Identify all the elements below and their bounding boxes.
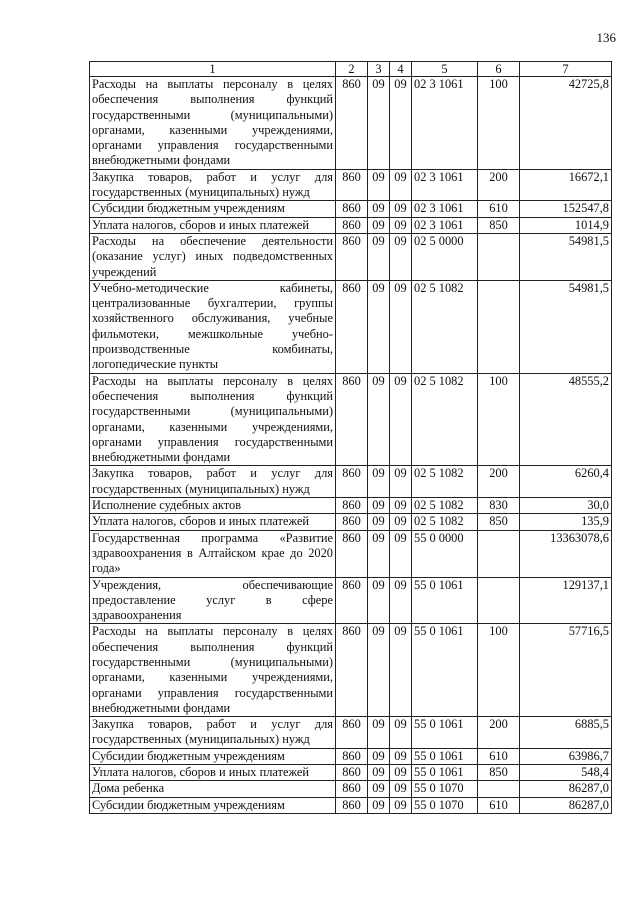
row-grbs-code: 860 bbox=[336, 514, 368, 530]
row-name: Дома ребенка bbox=[90, 781, 336, 797]
table-row bbox=[90, 781, 612, 797]
row-expense-type bbox=[478, 233, 520, 280]
table-row bbox=[90, 77, 612, 170]
row-amount: 54981,5 bbox=[520, 233, 612, 280]
row-name: Закупка товаров, работ и услуг для государственных (муниципальных) нужд bbox=[90, 717, 336, 749]
row-subsection-code: 09 bbox=[390, 530, 412, 577]
row-expense-type: 610 bbox=[478, 201, 520, 217]
table-row bbox=[90, 530, 612, 577]
row-amount: 6260,4 bbox=[520, 466, 612, 498]
row-name: Уплата налогов, сборов и иных платежей bbox=[90, 217, 336, 233]
row-grbs-code: 860 bbox=[336, 498, 368, 514]
column-header: 2 bbox=[336, 62, 368, 77]
row-amount: 129137,1 bbox=[520, 577, 612, 624]
table-row bbox=[90, 765, 612, 781]
row-target-article: 55 0 0000 bbox=[412, 530, 478, 577]
row-amount: 152547,8 bbox=[520, 201, 612, 217]
row-section-code: 09 bbox=[368, 717, 390, 749]
row-amount: 13363078,6 bbox=[520, 530, 612, 577]
table-row bbox=[90, 373, 612, 466]
row-expense-type: 200 bbox=[478, 717, 520, 749]
row-subsection-code: 09 bbox=[390, 748, 412, 764]
row-target-article: 55 0 1061 bbox=[412, 765, 478, 781]
row-expense-type: 830 bbox=[478, 498, 520, 514]
row-grbs-code: 860 bbox=[336, 797, 368, 813]
row-subsection-code: 09 bbox=[390, 717, 412, 749]
row-grbs-code: 860 bbox=[336, 577, 368, 624]
row-section-code: 09 bbox=[368, 169, 390, 201]
row-subsection-code: 09 bbox=[390, 169, 412, 201]
row-expense-type bbox=[478, 280, 520, 373]
row-subsection-code: 09 bbox=[390, 233, 412, 280]
row-grbs-code: 860 bbox=[336, 373, 368, 466]
row-section-code: 09 bbox=[368, 373, 390, 466]
row-section-code: 09 bbox=[368, 466, 390, 498]
row-section-code: 09 bbox=[368, 781, 390, 797]
row-target-article: 02 5 1082 bbox=[412, 466, 478, 498]
row-amount: 30,0 bbox=[520, 498, 612, 514]
row-subsection-code: 09 bbox=[390, 373, 412, 466]
table-row bbox=[90, 514, 612, 530]
row-target-article: 55 0 1061 bbox=[412, 748, 478, 764]
row-grbs-code: 860 bbox=[336, 233, 368, 280]
row-amount: 6885,5 bbox=[520, 717, 612, 749]
column-header: 7 bbox=[520, 62, 612, 77]
row-target-article: 55 0 1061 bbox=[412, 624, 478, 717]
row-name: Расходы на выплаты персоналу в целях обеспечения выполнения функций государственными (муниципальными) органами, казенными учреждениями, органами управления государственными внебюджетными фондами bbox=[90, 77, 336, 170]
row-name: Уплата налогов, сборов и иных платежей bbox=[90, 765, 336, 781]
row-section-code: 09 bbox=[368, 77, 390, 170]
row-subsection-code: 09 bbox=[390, 498, 412, 514]
row-expense-type: 610 bbox=[478, 748, 520, 764]
row-amount: 57716,5 bbox=[520, 624, 612, 717]
row-name: Уплата налогов, сборов и иных платежей bbox=[90, 514, 336, 530]
row-grbs-code: 860 bbox=[336, 748, 368, 764]
row-name: Субсидии бюджетным учреждениям bbox=[90, 748, 336, 764]
row-subsection-code: 09 bbox=[390, 765, 412, 781]
row-name: Расходы на обеспечение деятельности (оказание услуг) иных подведомственных учреждений bbox=[90, 233, 336, 280]
row-expense-type: 850 bbox=[478, 217, 520, 233]
row-target-article: 55 0 1070 bbox=[412, 781, 478, 797]
row-subsection-code: 09 bbox=[390, 514, 412, 530]
row-target-article: 02 5 1082 bbox=[412, 514, 478, 530]
row-grbs-code: 860 bbox=[336, 765, 368, 781]
table-row bbox=[90, 466, 612, 498]
column-header: 4 bbox=[390, 62, 412, 77]
row-name: Субсидии бюджетным учреждениям bbox=[90, 797, 336, 813]
row-target-article: 55 0 1061 bbox=[412, 717, 478, 749]
row-name: Расходы на выплаты персоналу в целях обеспечения выполнения функций государственными (муниципальными) органами, казенными учреждениями, органами управления государственными внебюджетными фондами bbox=[90, 624, 336, 717]
row-subsection-code: 09 bbox=[390, 797, 412, 813]
row-expense-type: 100 bbox=[478, 624, 520, 717]
row-expense-type: 610 bbox=[478, 797, 520, 813]
row-target-article: 02 3 1061 bbox=[412, 169, 478, 201]
table-row bbox=[90, 624, 612, 717]
row-section-code: 09 bbox=[368, 498, 390, 514]
row-expense-type bbox=[478, 781, 520, 797]
row-grbs-code: 860 bbox=[336, 169, 368, 201]
row-grbs-code: 860 bbox=[336, 280, 368, 373]
row-subsection-code: 09 bbox=[390, 577, 412, 624]
column-header: 3 bbox=[368, 62, 390, 77]
row-section-code: 09 bbox=[368, 797, 390, 813]
row-grbs-code: 860 bbox=[336, 781, 368, 797]
row-target-article: 02 3 1061 bbox=[412, 77, 478, 170]
row-subsection-code: 09 bbox=[390, 624, 412, 717]
row-expense-type: 100 bbox=[478, 373, 520, 466]
column-header: 1 bbox=[90, 62, 336, 77]
table-row bbox=[90, 217, 612, 233]
table-row bbox=[90, 498, 612, 514]
row-amount: 48555,2 bbox=[520, 373, 612, 466]
column-header: 5 bbox=[412, 62, 478, 77]
row-name: Закупка товаров, работ и услуг для государственных (муниципальных) нужд bbox=[90, 169, 336, 201]
row-section-code: 09 bbox=[368, 530, 390, 577]
row-subsection-code: 09 bbox=[390, 280, 412, 373]
table-row bbox=[90, 748, 612, 764]
table-row bbox=[90, 717, 612, 749]
page-number: 136 bbox=[596, 30, 616, 45]
row-target-article: 55 0 1070 bbox=[412, 797, 478, 813]
row-target-article: 02 5 1082 bbox=[412, 373, 478, 466]
row-name: Учреждения, обеспечивающие предоставление услуг в сфере здравоохранения bbox=[90, 577, 336, 624]
table-row bbox=[90, 201, 612, 217]
column-header: 6 bbox=[478, 62, 520, 77]
row-name: Субсидии бюджетным учреждениям bbox=[90, 201, 336, 217]
row-grbs-code: 860 bbox=[336, 466, 368, 498]
row-subsection-code: 09 bbox=[390, 77, 412, 170]
row-section-code: 09 bbox=[368, 514, 390, 530]
row-name: Расходы на выплаты персоналу в целях обеспечения выполнения функций государственными (муниципальными) органами, казенными учреждениями, органами управления государственными внебюджетными фондами bbox=[90, 373, 336, 466]
row-grbs-code: 860 bbox=[336, 201, 368, 217]
row-section-code: 09 bbox=[368, 577, 390, 624]
row-expense-type: 850 bbox=[478, 765, 520, 781]
table-row bbox=[90, 797, 612, 813]
row-amount: 54981,5 bbox=[520, 280, 612, 373]
row-section-code: 09 bbox=[368, 217, 390, 233]
row-name: Учебно-методические кабинеты, централизованные бухгалтерии, группы хозяйственного обслуживания, учебные фильмотеки, межшкольные учебно-производственные комбинаты, логопедические пункты bbox=[90, 280, 336, 373]
row-target-article: 02 5 1082 bbox=[412, 498, 478, 514]
row-expense-type bbox=[478, 577, 520, 624]
row-section-code: 09 bbox=[368, 233, 390, 280]
table-row bbox=[90, 233, 612, 280]
row-subsection-code: 09 bbox=[390, 781, 412, 797]
row-grbs-code: 860 bbox=[336, 717, 368, 749]
row-name: Государственная программа «Развитие здравоохранения в Алтайском крае до 2020 года» bbox=[90, 530, 336, 577]
budget-table bbox=[89, 61, 612, 814]
row-expense-type: 200 bbox=[478, 169, 520, 201]
row-target-article: 02 5 1082 bbox=[412, 280, 478, 373]
row-amount: 42725,8 bbox=[520, 77, 612, 170]
row-grbs-code: 860 bbox=[336, 217, 368, 233]
row-amount: 86287,0 bbox=[520, 797, 612, 813]
row-grbs-code: 860 bbox=[336, 624, 368, 717]
table-row bbox=[90, 577, 612, 624]
row-expense-type: 850 bbox=[478, 514, 520, 530]
row-amount: 1014,9 bbox=[520, 217, 612, 233]
row-name: Исполнение судебных актов bbox=[90, 498, 336, 514]
row-amount: 135,9 bbox=[520, 514, 612, 530]
row-section-code: 09 bbox=[368, 624, 390, 717]
row-section-code: 09 bbox=[368, 748, 390, 764]
row-name: Закупка товаров, работ и услуг для государственных (муниципальных) нужд bbox=[90, 466, 336, 498]
row-section-code: 09 bbox=[368, 765, 390, 781]
row-expense-type bbox=[478, 530, 520, 577]
row-subsection-code: 09 bbox=[390, 466, 412, 498]
table-row bbox=[90, 169, 612, 201]
row-target-article: 02 5 0000 bbox=[412, 233, 478, 280]
row-subsection-code: 09 bbox=[390, 201, 412, 217]
row-grbs-code: 860 bbox=[336, 530, 368, 577]
row-section-code: 09 bbox=[368, 201, 390, 217]
row-expense-type: 100 bbox=[478, 77, 520, 170]
row-target-article: 02 3 1061 bbox=[412, 201, 478, 217]
row-amount: 86287,0 bbox=[520, 781, 612, 797]
row-target-article: 02 3 1061 bbox=[412, 217, 478, 233]
table-row bbox=[90, 280, 612, 373]
row-amount: 16672,1 bbox=[520, 169, 612, 201]
row-amount: 548,4 bbox=[520, 765, 612, 781]
row-amount: 63986,7 bbox=[520, 748, 612, 764]
row-expense-type: 200 bbox=[478, 466, 520, 498]
row-subsection-code: 09 bbox=[390, 217, 412, 233]
header-row bbox=[90, 62, 612, 77]
row-grbs-code: 860 bbox=[336, 77, 368, 170]
row-section-code: 09 bbox=[368, 280, 390, 373]
row-target-article: 55 0 1061 bbox=[412, 577, 478, 624]
